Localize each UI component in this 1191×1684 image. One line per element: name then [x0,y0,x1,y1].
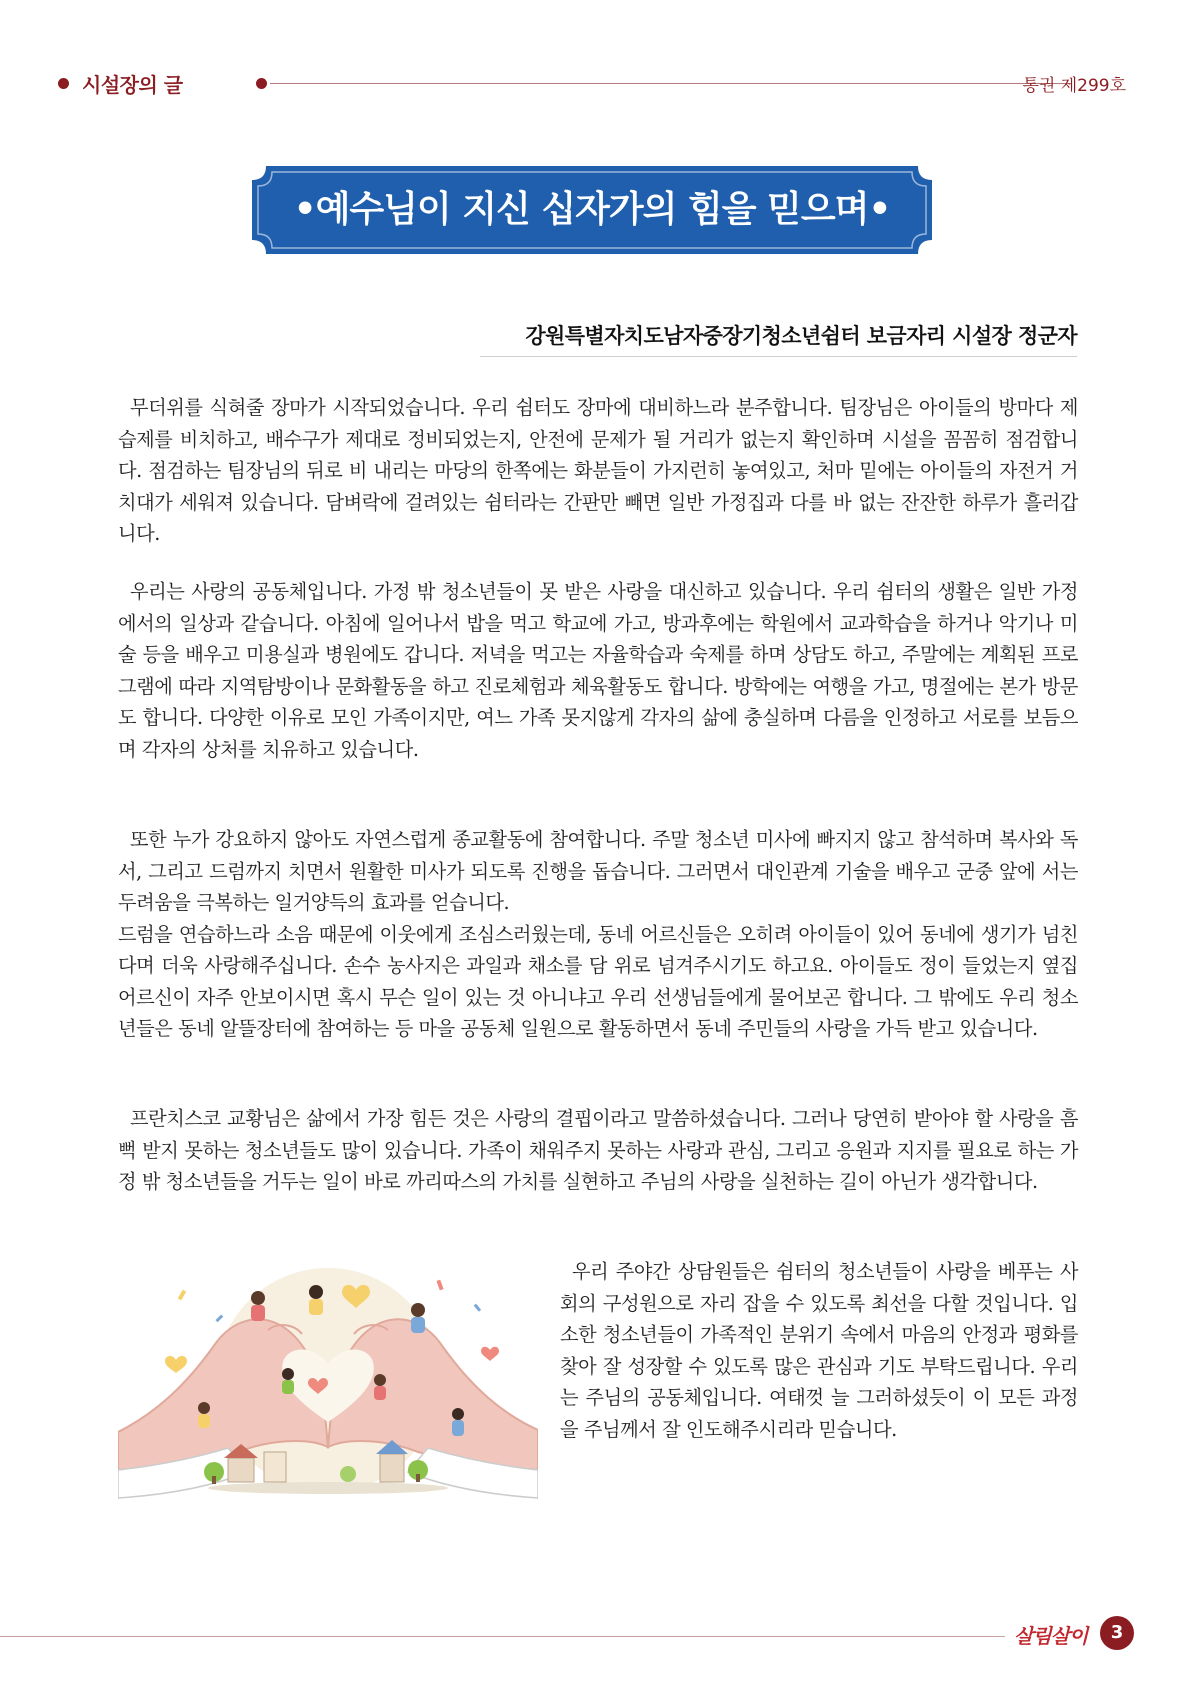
author-line: 강원특별자치도남자중장기청소년쉼터 보금자리 시설장 정군자 [525,324,1077,348]
title-banner [252,166,932,254]
author-divider [480,356,1077,357]
bullet-icon [58,78,69,89]
page-number: 3 [1100,1616,1134,1650]
magazine-logo: 살림살이 [1014,1624,1088,1648]
page-header [58,66,1134,102]
header-divider [270,83,1070,84]
footer-divider [0,1636,1005,1637]
hands-heart-community-illustration [118,1262,538,1508]
paragraph-3 [118,824,1078,1045]
section-label: 시설장의 글 [82,73,183,97]
paragraph-text: 프란치스코 교황님은 삶에서 가장 힘든 것은 사랑의 결핍이라고 말씀하셨습니다. 그러나 당연히 받아야 할 사랑을 흠뻑 받지 못하는 청소년들도 많이 있습니다. 가족이 채워주지 못하는 사랑과 관심, 그리고 응원과 지지를 필요로 하는 가정 밖 청소년들을 거두는 일이 바로 까리따스의 가치를 실현하고 주님의 사랑을 실천하는 길이 아닌가 생각합니다. [118,1107,1078,1193]
paragraph-4 [118,1103,1078,1198]
paragraph-text: 우리 주야간 상담원들은 쉼터의 청소년들이 사랑을 베푸는 사회의 구성원으로 자리 잡을 수 있도록 최선을 다할 것입니다. 입소한 청소년들이 가족적인 분위기 속에서 마음의 안정과 평화를 찾아 잘 성장할 수 있도록 많은 관심과 기도 부탁드립니다. 우리는 주님의 공동체입니다. 여태껏 늘 그러하셨듯이 이 모든 과정을 주님께서 잘 인도해주시리라 믿습니다. [560,1260,1078,1441]
page-title: •예수님이 지신 십자가의 힘을 믿으며• [293,189,891,230]
paragraph-text: 또한 누가 강요하지 않아도 자연스럽게 종교활동에 참여합니다. 주말 청소년 미사에 빠지지 않고 참석하며 복사와 독서, 그리고 드럼까지 치면서 원활한 미사가 되도록 진행을 돕습니다. 그러면서 대인관계 기술을 배우고 군중 앞에 서는 두려움을 극복하는 일거양득의 효과를 얻습니다. [118,828,1078,914]
issue-number: 통권 제299호 [1022,76,1126,96]
paragraph-5 [560,1256,1078,1445]
bullet-icon [256,78,267,89]
paragraph-2 [118,576,1078,765]
paragraph-text: 우리는 사랑의 공동체입니다. 가정 밖 청소년들이 못 받은 사랑을 대신하고 있습니다. 우리 쉼터의 생활은 일반 가정에서의 일상과 같습니다. 아침에 일어나서 밥을 먹고 학교에 가고, 방과후에는 학원에서 교과학습을 하거나 악기나 미술 등을 배우고 미용실과 병원에도 갑니다. 저녁을 먹고는 자율학습과 숙제를 하며 상담도 하고, 주말에는 계획된 프로그램에 따라 지역탐방이나 문화활동을 하고 진로체험과 체육활동도 합니다. 방학에는 여행을 가고, 명절에는 본가 방문도 합니다. 다양한 이유로 모인 가족이지만, 여느 가족 못지않게 각자의 삶에 충실하며 다름을 인정하고 서로를 보듬으며 각자의 상처를 치유하고 있습니다. [118,580,1078,761]
paragraph-text: 무더위를 식혀줄 장마가 시작되었습니다. 우리 쉼터도 장마에 대비하느라 분주합니다. 팀장님은 아이들의 방마다 제습제를 비치하고, 배수구가 제대로 정비되었는지, 안전에 문제가 될 거리가 없는지 확인하며 시설을 꼼꼼히 점검합니다. 점검하는 팀장님의 뒤로 비 내리는 마당의 한쪽에는 화분들이 가지런히 놓여있고, 처마 밑에는 아이들의 자전거 거치대가 세워져 있습니다. 담벼락에 걸려있는 쉼터라는 간판만 빼면 일반 가정집과 다를 바 없는 잔잔한 하루가 흘러갑니다. [118,396,1078,545]
paragraph-1 [118,392,1078,550]
paragraph-text: 드럼을 연습하느라 소음 때문에 이웃에게 조심스러웠는데, 동네 어르신들은 오히려 아이들이 있어 동네에 생기가 넘친다며 더욱 사랑해주십니다. 손수 농사지은 과일과 채소를 담 위로 넘겨주시기도 하고요. 아이들도 정이 들었는지 옆집 어르신이 자주 안보이시면 혹시 무슨 일이 있는 것 아니냐고 우리 선생님들에게 물어보곤 합니다. 그 밖에도 우리 청소년들은 동네 알뜰장터에 참여하는 등 마을 공동체 일원으로 활동하면서 동네 주민들의 사랑을 가득 받고 있습니다. [118,922,1078,1040]
